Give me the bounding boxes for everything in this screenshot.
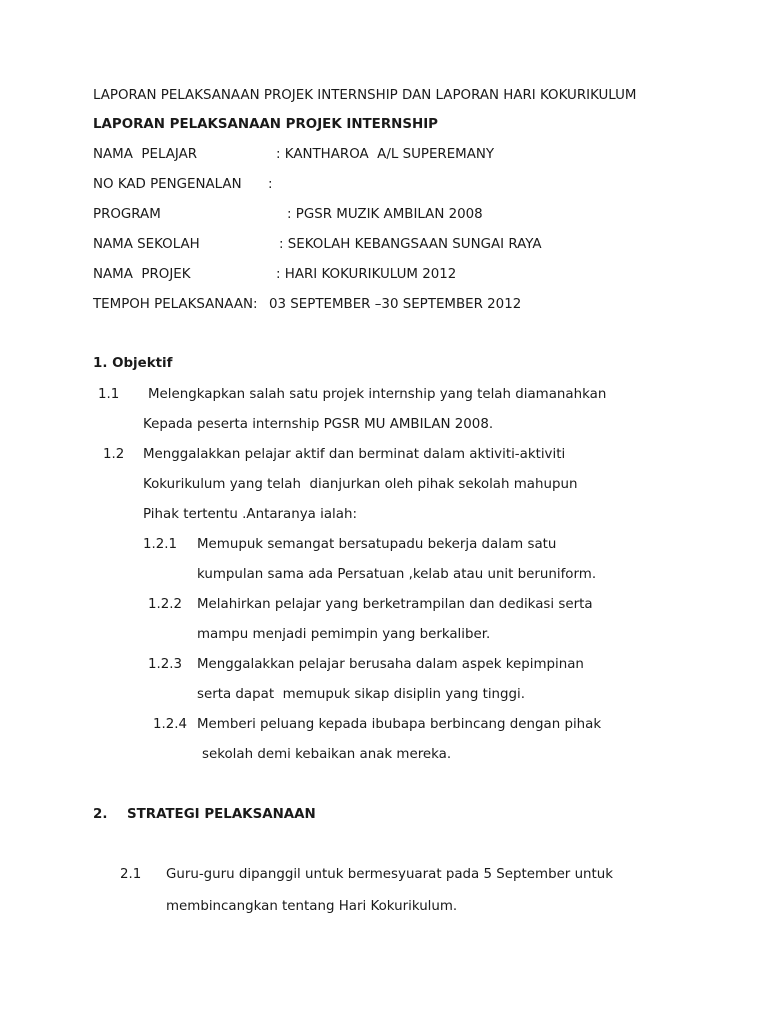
info-label-program: PROGRAM <box>93 207 161 222</box>
subitem-text-line: Menggalakkan pelajar berusaha dalam aspek kepimpinan <box>197 657 584 672</box>
section-number: 2. <box>93 807 108 822</box>
main-title: LAPORAN PELAKSANAAN PROJEK INTERNSHIP DAN LAPORAN HARI KOKURIKULUM <box>93 88 637 103</box>
subitem-number: 1.2.1 <box>143 537 178 552</box>
subitem-text-line: kumpulan sama ada Persatuan ,kelab atau unit beruniform. <box>197 567 597 582</box>
item-text-line: membincangkan tentang Hari Kokurikulum. <box>166 899 458 914</box>
item-text-line: Kokurikulum yang telah dianjurkan oleh pihak sekolah mahupun <box>143 477 578 492</box>
info-value-no-kad: : <box>268 177 273 192</box>
info-value-tempoh: 03 SEPTEMBER –30 SEPTEMBER 2012 <box>269 297 522 312</box>
info-label-nama-sekolah: NAMA SEKOLAH <box>93 237 200 252</box>
subitem-text-line: Memupuk semangat bersatupadu bekerja dalam satu <box>197 537 557 552</box>
item-number: 1.2 <box>103 447 125 462</box>
item-text-line: Pihak tertentu .Antaranya ialah: <box>143 507 357 522</box>
item-text-line: Kepada peserta internship PGSR MU AMBILAN 2008. <box>143 417 494 432</box>
sub-title: LAPORAN PELAKSANAAN PROJEK INTERNSHIP <box>93 117 438 132</box>
subitem-text-line: sekolah demi kebaikan anak mereka. <box>202 747 452 762</box>
section-heading-objektif: 1. Objektif <box>93 356 173 371</box>
item-number: 1.1 <box>98 387 120 402</box>
info-value-program: : PGSR MUZIK AMBILAN 2008 <box>287 207 483 222</box>
subitem-text-line: serta dapat memupuk sikap disiplin yang tinggi. <box>197 687 526 702</box>
subitem-text-line: Memberi peluang kepada ibubapa berbincang dengan pihak <box>197 717 602 732</box>
item-text-line: Melengkapkan salah satu projek internship yang telah diamanahkan <box>148 387 607 402</box>
section-heading-strategi: STRATEGI PELAKSANAAN <box>127 807 316 822</box>
subitem-text-line: Melahirkan pelajar yang berketrampilan dan dedikasi serta <box>197 597 593 612</box>
item-number: 2.1 <box>120 867 142 882</box>
info-label-nama-projek: NAMA PROJEK <box>93 267 191 282</box>
item-text-line: Menggalakkan pelajar aktif dan berminat dalam aktiviti-aktiviti <box>143 447 566 462</box>
subitem-number: 1.2.2 <box>148 597 183 612</box>
subitem-number: 1.2.4 <box>153 717 188 732</box>
info-label-nama-pelajar: NAMA PELAJAR <box>93 147 198 162</box>
subitem-text-line: mampu menjadi pemimpin yang berkaliber. <box>197 627 491 642</box>
item-text-line: Guru-guru dipanggil untuk bermesyuarat pada 5 September untuk <box>166 867 614 882</box>
info-label-no-kad: NO KAD PENGENALAN <box>93 177 242 192</box>
info-label-tempoh: TEMPOH PELAKSANAAN: <box>93 297 258 312</box>
info-value-nama-pelajar: : KANTHAROA A/L SUPEREMANY <box>276 147 495 162</box>
info-value-nama-projek: : HARI KOKURIKULUM 2012 <box>276 267 457 282</box>
info-value-nama-sekolah: : SEKOLAH KEBANGSAAN SUNGAI RAYA <box>279 237 542 252</box>
subitem-number: 1.2.3 <box>148 657 183 672</box>
